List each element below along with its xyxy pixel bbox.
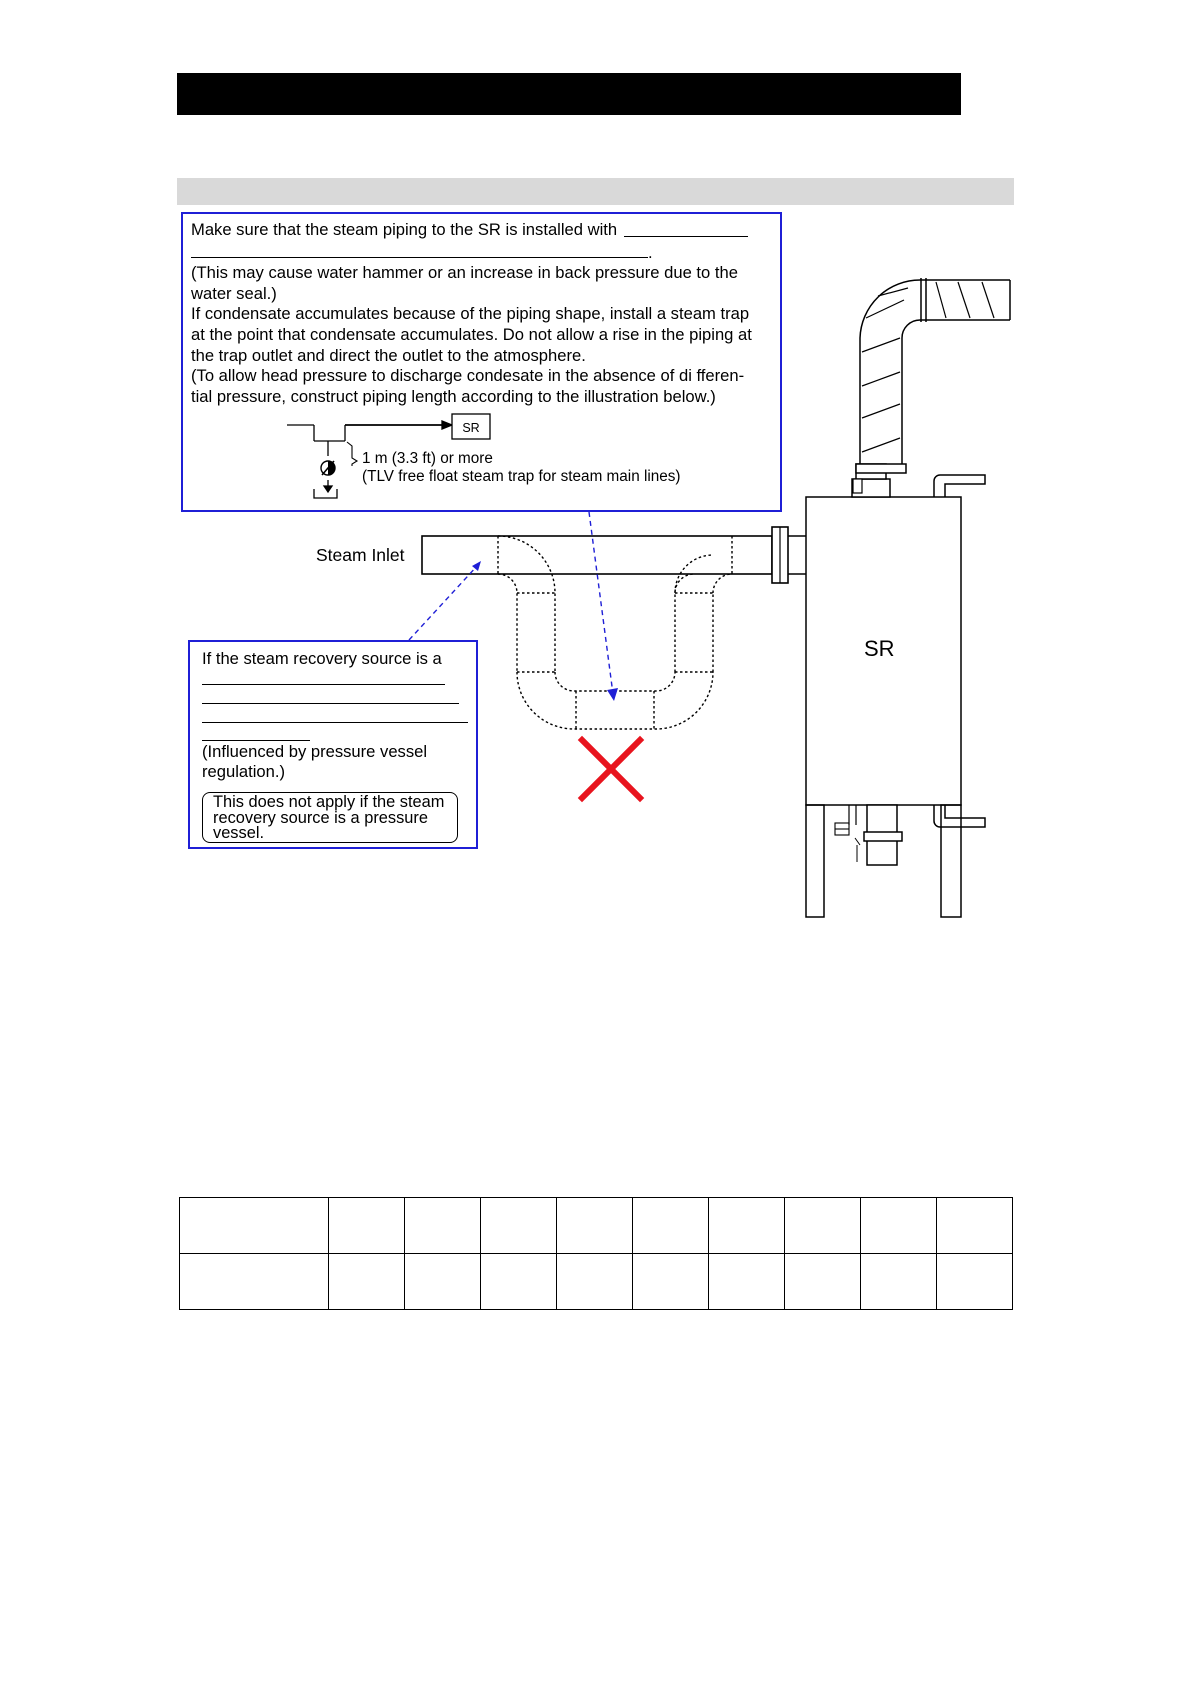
fill-in-blank — [202, 703, 459, 704]
table-cell — [405, 1198, 481, 1254]
note-line-4: water seal.) — [191, 283, 277, 303]
sr-unit — [806, 464, 985, 917]
note-line-8: (To allow head pressure to discharge condesate in the absence of di fferen- — [191, 366, 745, 386]
table-row — [180, 1198, 1013, 1254]
note-line-1: Make sure that the steam piping to the SR is installed with — [191, 220, 618, 239]
table-cell — [180, 1198, 329, 1254]
source-note-heading: If the steam recovery source is a — [202, 649, 442, 668]
table-cell — [709, 1254, 785, 1310]
exception-line-3: vessel. — [213, 824, 265, 842]
steam-inlet-label: Steam Inlet — [316, 545, 405, 565]
exception-note — [202, 792, 458, 843]
table-cell — [861, 1254, 937, 1310]
influence-line-2: regulation.) — [202, 762, 286, 781]
table-row — [180, 1254, 1013, 1310]
source-note-box — [188, 640, 478, 849]
table-cell — [633, 1254, 709, 1310]
trap-destination-box — [452, 414, 490, 439]
fill-in-blank — [202, 722, 468, 723]
data-table — [179, 1197, 1013, 1310]
sr-unit-label: SR — [864, 636, 895, 661]
steam-trap-icon — [321, 461, 335, 475]
table-cell — [180, 1254, 329, 1310]
note-line-7: the trap outlet and direct the outlet to the atmosphere. — [191, 345, 586, 365]
table-cell — [633, 1198, 709, 1254]
table-cell — [481, 1254, 557, 1310]
length-label: 1 m (3.3 ft) or more — [362, 450, 493, 467]
table-cell — [557, 1254, 633, 1310]
table-cell — [785, 1254, 861, 1310]
trap-type-label: (TLV free float steam trap for steam main lines) — [362, 468, 681, 485]
fill-in-blank — [202, 684, 445, 685]
trap-diagram — [287, 421, 452, 498]
steam-inlet-pipe — [422, 527, 806, 583]
table-cell — [481, 1198, 557, 1254]
influence-line-1: (Influenced by pressure vessel — [202, 742, 428, 761]
note-line-6: at the point that condensate accumulates. Do not allow a rise in the piping at — [191, 324, 752, 344]
table-cell — [861, 1198, 937, 1254]
fill-in-blank — [202, 740, 310, 741]
red-x-icon — [582, 740, 640, 798]
exception-line-2: recovery source is a pressure — [213, 809, 428, 827]
note-line-3: (This may cause water hammer or an increase in back pressure due to the — [191, 263, 738, 283]
influence-note — [202, 742, 427, 782]
table-cell — [785, 1198, 861, 1254]
table-cell — [405, 1254, 481, 1310]
table-cell — [937, 1198, 1013, 1254]
exception-line-1: This does not apply if the steam — [213, 793, 445, 811]
note-line-9: tial pressure, construct piping length according to the illustration below.) — [191, 386, 716, 406]
table-cell — [329, 1198, 405, 1254]
exhaust-duct — [856, 278, 1010, 473]
table-cell — [329, 1254, 405, 1310]
note-line-5: If condensate accumulates because of the piping shape, install a steam trap — [191, 304, 750, 324]
table-cell — [937, 1254, 1013, 1310]
table-cell — [557, 1198, 633, 1254]
installation-note-text: Make sure that the steam piping to the SR is installed with . (This may cause water hammer or an increase in back pressure due to the water seal.) If condensate accumulates because of the piping shape, install a steam trap at the point that condensate accumulates. Do not allow a rise in the piping at the trap outlet and direct the outlet to the atmosphere. (To allow head pressure to discharge condesate in the absence of di fferen- tial pressure, construct piping length according to the illustration below.) — [191, 220, 776, 407]
table-cell — [709, 1198, 785, 1254]
trap-sr-label: SR — [462, 421, 480, 435]
